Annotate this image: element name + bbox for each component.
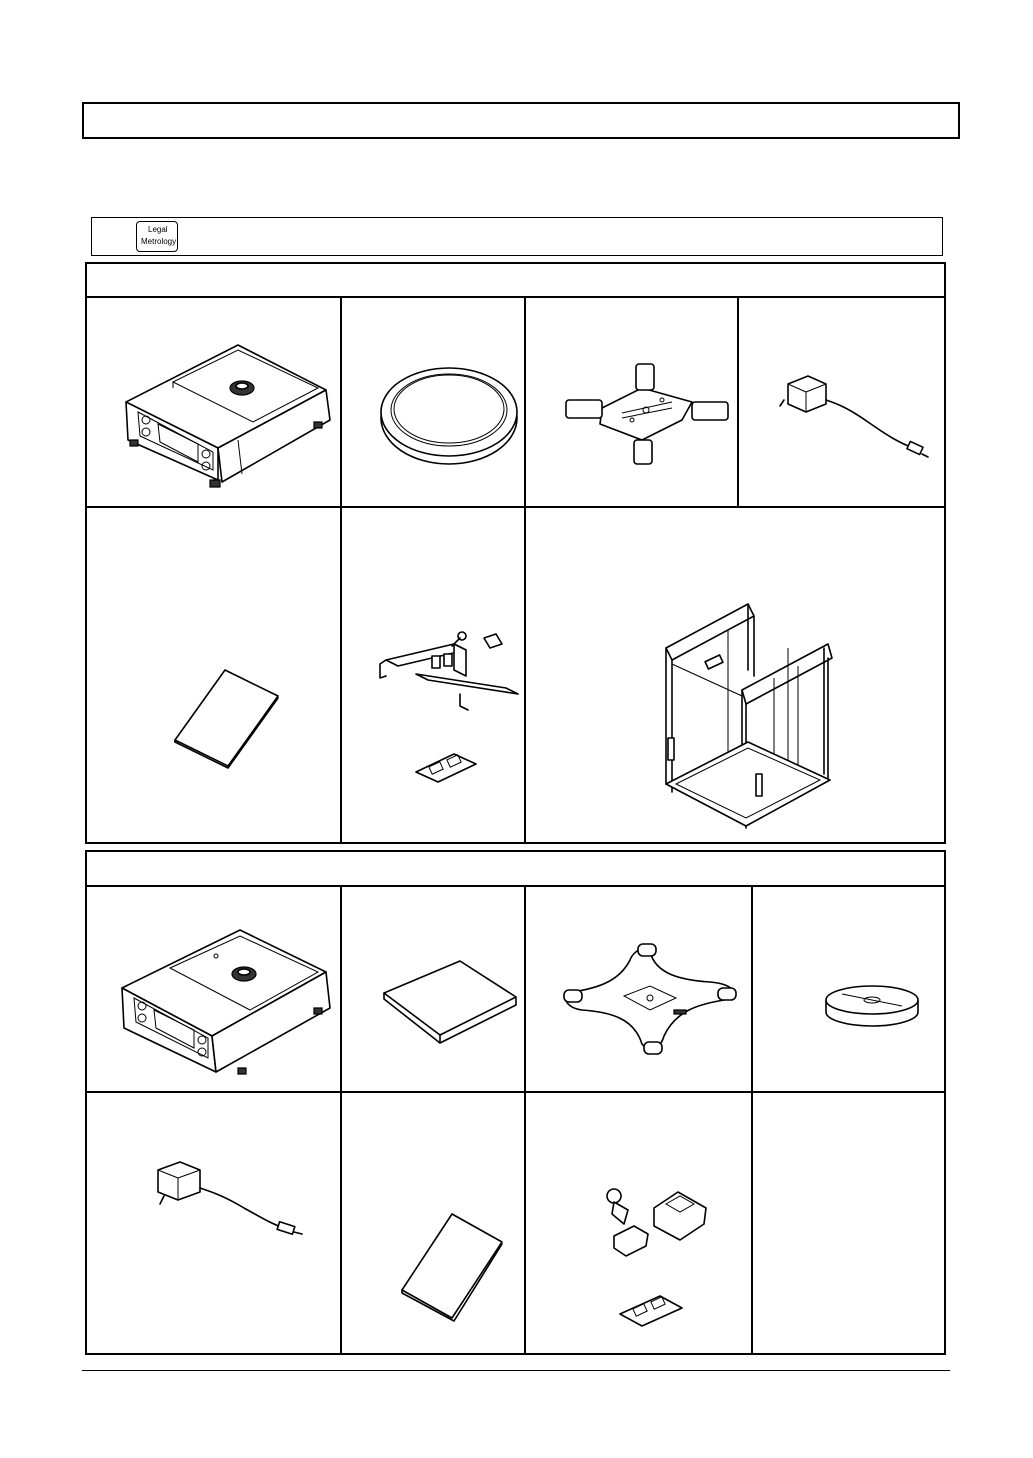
bracket-kit-illustration (376, 630, 521, 800)
legal-badge-line1: Legal (148, 225, 168, 234)
power-adapter-illustration-2 (150, 1156, 310, 1252)
footer-rule (82, 1370, 950, 1371)
round-pan-illustration (375, 360, 523, 470)
draft-shield-illustration (658, 596, 838, 834)
balance-illustration (118, 340, 338, 495)
legal-metrology-icon (136, 221, 178, 252)
pan-support-illustration (562, 358, 732, 470)
clip-kit-illustration (600, 1184, 720, 1334)
square-pan-illustration (380, 955, 520, 1050)
weight-disc-illustration (822, 982, 922, 1030)
legal-badge-line2: Metrology (141, 237, 177, 246)
balance-illustration-2 (112, 924, 337, 1084)
power-adapter-illustration (778, 370, 933, 465)
pan-support-illustration-2 (560, 940, 745, 1060)
legal-metrology-bar (91, 217, 943, 256)
section-1-title (87, 264, 944, 298)
page-header (82, 102, 960, 139)
section-2-title (87, 852, 944, 887)
manual-illustration (170, 662, 285, 772)
cell-empty (753, 1093, 944, 1353)
manual-illustration-2 (398, 1206, 508, 1326)
